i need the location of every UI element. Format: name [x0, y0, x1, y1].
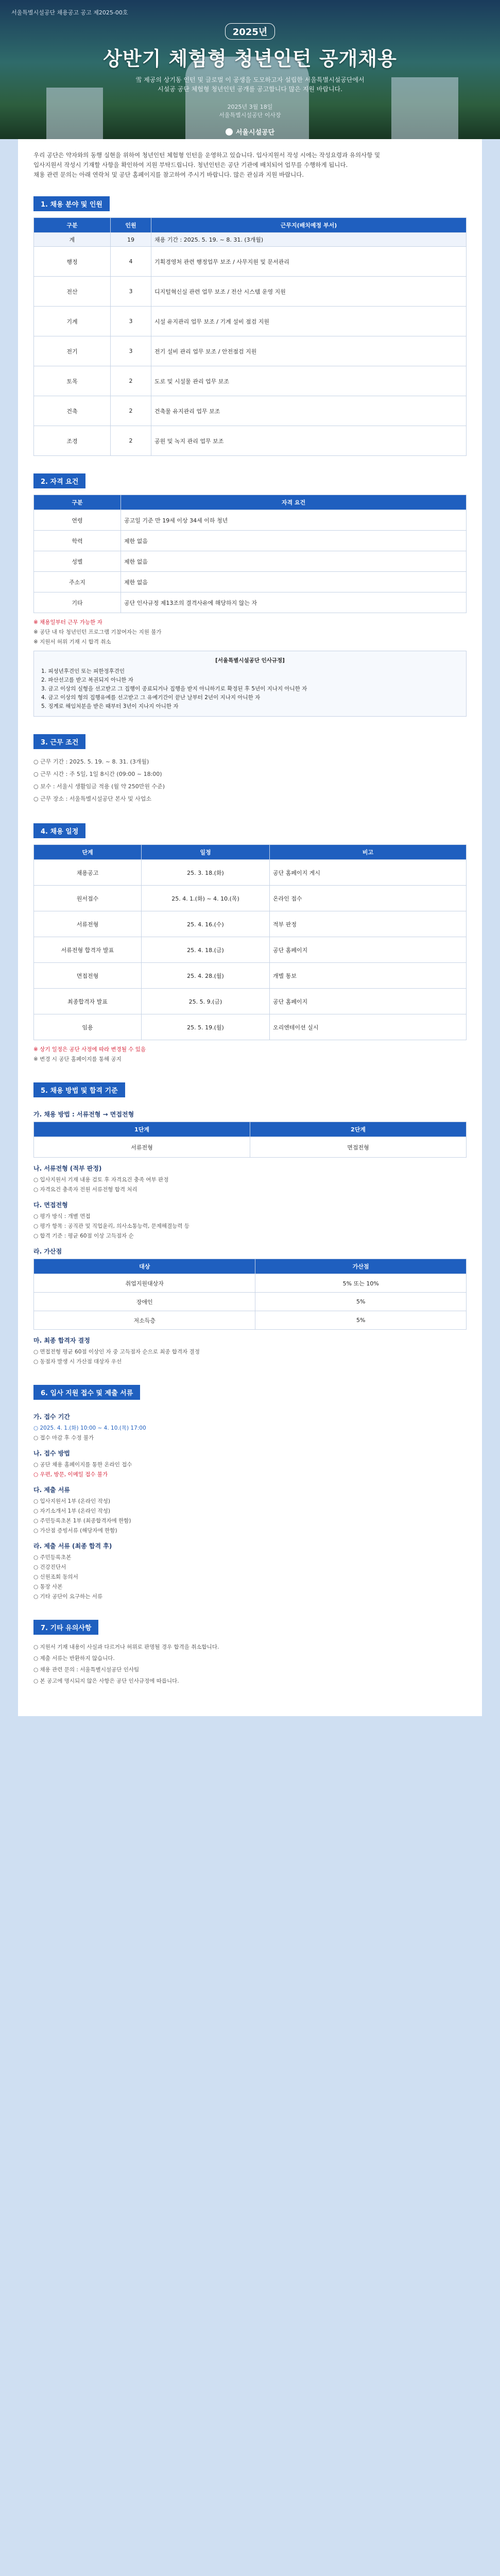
cell: 공단 홈페이지 — [270, 989, 467, 1014]
cell: 공단 인사규정 제13조의 결격사유에 해당하지 않는 자 — [121, 592, 467, 613]
content-card — [18, 139, 482, 1716]
cell: 서류전형 합격자 발표 — [34, 937, 142, 963]
table-row — [34, 1293, 467, 1311]
cell: 원서접수 — [34, 886, 142, 911]
note-line: ○ 합격 기준 : 평균 60점 이상 고득점자 순 — [33, 1233, 134, 1239]
cell: 2 — [111, 366, 151, 396]
cell: 5% — [255, 1311, 467, 1330]
note-line: ○ 주민등록초본 1부 (최종합격자에 한함) — [33, 1518, 131, 1524]
table-row — [34, 277, 467, 307]
note-line: ※ 지원서 허위 기재 시 합격 취소 — [33, 639, 111, 645]
section-title: 6. 입사 지원 접수 및 제출 서류 — [33, 1385, 140, 1400]
note-line: ○ 공단 채용 홈페이지를 통한 온라인 접수 — [33, 1462, 132, 1468]
condition-line: ○ 근무 기간 : 2025. 5. 19. ~ 8. 31. (3개월) — [33, 758, 149, 765]
table-header: 1단계 — [34, 1122, 250, 1137]
section-notices — [18, 1613, 482, 1698]
cell: 임용 — [34, 1014, 142, 1040]
cell: 공원 및 녹지 관리 업무 보조 — [151, 426, 467, 456]
table-header: 일정 — [142, 845, 270, 860]
cell: 4 — [111, 247, 151, 277]
intro-line-2: 시설공 공단 체험형 청년인턴 공개를 공고합니다 많은 지원 바랍니다. — [158, 86, 342, 93]
section-application — [18, 1378, 482, 1613]
section-title: 7. 기타 유의사항 — [33, 1620, 98, 1635]
table-header: 대상 — [34, 1259, 255, 1274]
regulation-line: 2. 파산선고를 받고 복권되지 아니한 자 — [41, 677, 133, 683]
table-row — [34, 531, 467, 551]
table-row — [34, 963, 467, 989]
cell: 서류전형 — [34, 1137, 250, 1158]
cell: 19 — [111, 233, 151, 247]
cell: 25. 4. 1.(화) ~ 4. 10.(목) — [142, 886, 270, 911]
cell: 온라인 접수 — [270, 886, 467, 911]
positions-table — [33, 217, 467, 456]
cell: 전기 — [34, 336, 111, 366]
sub-heading: 다. 제출 서류 — [33, 1486, 70, 1494]
conditions-list — [33, 756, 467, 805]
section-conditions — [18, 727, 482, 816]
table-row — [34, 233, 467, 247]
note-line: ○ 입사지원서 기재 내용 검토 후 자격요건 충족 여부 판정 — [33, 1177, 169, 1183]
greeting-line: 우리 공단은 약자와의 동행 실현을 위하여 청년인턴 체험형 인턴을 운영하고 있습니다. 입사지원서 작성 시에는 작성요령과 유의사항 및 — [33, 151, 381, 159]
note-line: ※ 공단 내 타 청년인턴 프로그램 기참여자는 지원 불가 — [33, 629, 162, 635]
section-title: 1. 채용 분야 및 인원 — [33, 196, 110, 211]
section-selection — [18, 1075, 482, 1378]
footer-spacer — [18, 1698, 482, 1716]
table-row — [34, 247, 467, 277]
table-header: 가산점 — [255, 1259, 467, 1274]
cell: 3 — [111, 277, 151, 307]
regulation-line: 5. 징계로 해임처분을 받은 때부터 3년이 지나지 아니한 자 — [41, 703, 179, 709]
org-logo — [226, 127, 274, 137]
table-header: 비고 — [270, 845, 467, 860]
note-line: ※ 채용일부터 근무 가능한 자 — [33, 619, 102, 625]
note-line: ○ 자격요건 충족자 전원 서류전형 합격 처리 — [33, 1187, 137, 1193]
cell: 계 — [34, 233, 111, 247]
bonus-table — [33, 1259, 467, 1330]
table-row — [34, 1014, 467, 1040]
cell: 25. 4. 16.(수) — [142, 911, 270, 937]
cell: 기계 — [34, 307, 111, 336]
note-line: ○ 2025. 4. 1.(화) 10:00 ~ 4. 10.(목) 17:00 — [33, 1425, 146, 1431]
condition-line: ○ 근무 장소 : 서울특별시설공단 본사 및 사업소 — [33, 795, 152, 802]
regulation-title: [서울특별시설공단 인사규정] — [215, 657, 285, 664]
table-row — [34, 510, 467, 531]
notice-list — [33, 1642, 467, 1686]
documents-notes — [33, 1497, 467, 1535]
section-qualifications — [18, 466, 482, 727]
regulation-line: 1. 피성년후견인 또는 피한정후견인 — [41, 668, 125, 674]
note-line: ○ 평가 방식 : 개별 면접 — [33, 1213, 91, 1219]
cell: 3 — [111, 336, 151, 366]
logo-text: 서울시설공단 — [235, 129, 275, 137]
table-row — [34, 396, 467, 426]
cell: 5% — [255, 1293, 467, 1311]
cell: 토목 — [34, 366, 111, 396]
cell: 행정 — [34, 247, 111, 277]
cell: 면접전형 — [250, 1137, 467, 1158]
section-title: 5. 채용 방법 및 합격 기준 — [33, 1082, 125, 1097]
sub-heading: 나. 접수 방법 — [33, 1450, 70, 1457]
table-row — [34, 989, 467, 1014]
cell: 공단 홈페이지 — [270, 937, 467, 963]
table-row — [34, 1311, 467, 1330]
note-line: ○ 자기소개서 1부 (온라인 작성) — [33, 1508, 110, 1514]
period-notes — [33, 1424, 467, 1443]
sub-heading: 나. 서류전형 (적부 판정) — [33, 1165, 102, 1172]
section-schedule — [18, 816, 482, 1075]
note-line: ○ 채용 관련 문의 : 서울특별시설공단 인사팀 — [33, 1667, 140, 1673]
year-badge: 2025년 — [225, 23, 275, 40]
cell: 전기 설비 관리 업무 보조 / 안전점검 지원 — [151, 336, 467, 366]
table-row — [34, 307, 467, 336]
cell: 개별 통보 — [270, 963, 467, 989]
cell: 25. 5. 19.(월) — [142, 1014, 270, 1040]
cell: 건축물 유지관리 업무 보조 — [151, 396, 467, 426]
table-header: 근무지(배치예정 부서) — [151, 218, 467, 233]
note-line: ※ 변경 시 공단 홈페이지를 통해 공지 — [33, 1056, 122, 1062]
cell: 제한 없음 — [121, 572, 467, 592]
announce-org: 서울특별시설공단 이사장 — [219, 112, 281, 118]
section-title: 2. 자격 요건 — [33, 473, 85, 488]
cell: 25. 4. 18.(금) — [142, 937, 270, 963]
document-review-notes — [33, 1176, 467, 1194]
cell: 3 — [111, 307, 151, 336]
cell: 취업지원대상자 — [34, 1274, 255, 1293]
regulation-line: 3. 금고 이상의 실형을 선고받고 그 집행이 종료되거나 집행을 받지 아니하기로 확정된 후 5년이 지나지 아니한 자 — [41, 686, 307, 692]
stage-table — [33, 1122, 467, 1158]
regulation-line: 4. 금고 이상의 형의 집행유예를 선고받고 그 유예기간이 끝난 날부터 2년이 지나지 아니한 자 — [41, 694, 261, 701]
note-line: ○ 신원조회 동의서 — [33, 1574, 78, 1580]
note-line: ○ 입사지원서 1부 (온라인 작성) — [33, 1498, 110, 1504]
announce-date: 2025년 3월 18일 — [227, 104, 273, 110]
note-line: ○ 제출 서류는 반환하지 않습니다. — [33, 1655, 115, 1662]
logo-mark-icon — [226, 128, 233, 135]
note-line: ○ 동점자 발생 시 가산점 대상자 우선 — [33, 1359, 122, 1365]
cell: 기타 — [34, 592, 121, 613]
page-title: 상반기 체험형 청년인턴 공개채용 — [103, 47, 397, 70]
qualification-table — [33, 495, 467, 613]
cell: 25. 3. 18.(화) — [142, 860, 270, 886]
table-header: 구분 — [34, 495, 121, 510]
announcement-number: 서울특별시설공단 채용공고 공고 제2025-00호 — [11, 9, 128, 16]
cell: 주소지 — [34, 572, 121, 592]
regulation-box — [33, 651, 467, 717]
section-title: 4. 채용 일정 — [33, 823, 85, 838]
schedule-notes — [33, 1045, 467, 1064]
cell: 2 — [111, 396, 151, 426]
cell: 시설 유지관리 업무 보조 / 기계 설비 점검 지원 — [151, 307, 467, 336]
table-row — [34, 366, 467, 396]
cell: 조경 — [34, 426, 111, 456]
table-row — [34, 572, 467, 592]
note-line: ○ 본 공고에 명시되지 않은 사항은 공단 인사규정에 따릅니다. — [33, 1678, 179, 1684]
table-header: 구분 — [34, 218, 111, 233]
table-row — [34, 551, 467, 572]
cell: 25. 4. 28.(월) — [142, 963, 270, 989]
table-row — [34, 886, 467, 911]
table-header: 인원 — [111, 218, 151, 233]
note-line: ○ 접수 마감 후 수정 불가 — [33, 1435, 94, 1441]
note-line: ○ 주민등록초본 — [33, 1554, 72, 1561]
sub-heading: 가. 채용 방법 : 서류전형 → 면접전형 — [33, 1111, 134, 1118]
cell: 적부 판정 — [270, 911, 467, 937]
cell: 최종합격자 발표 — [34, 989, 142, 1014]
cell: 제한 없음 — [121, 551, 467, 572]
table-row — [34, 1274, 467, 1293]
sub-heading: 가. 접수 기간 — [33, 1413, 70, 1420]
sub-heading: 마. 최종 합격자 결정 — [33, 1337, 90, 1344]
section-positions — [18, 189, 482, 466]
cell: 성별 — [34, 551, 121, 572]
cell: 공단 홈페이지 게시 — [270, 860, 467, 886]
cell: 장애인 — [34, 1293, 255, 1311]
table-header: 단계 — [34, 845, 142, 860]
cell: 기획경영처 관련 행정업무 보조 / 사무지원 및 문서관리 — [151, 247, 467, 277]
cell: 오리엔테이션 실시 — [270, 1014, 467, 1040]
table-row — [34, 1137, 467, 1158]
table-row — [34, 937, 467, 963]
note-line: ○ 우편, 방문, 이메일 접수 불가 — [33, 1471, 108, 1478]
sub-heading: 라. 제출 서류 (최종 합격 후) — [33, 1543, 112, 1550]
cell: 건축 — [34, 396, 111, 426]
post-hire-documents — [33, 1553, 467, 1601]
cell: 공고일 기준 만 19세 이상 34세 이하 청년 — [121, 510, 467, 531]
cell: 제한 없음 — [121, 531, 467, 551]
cell: 저소득층 — [34, 1311, 255, 1330]
note-line: ○ 가산점 증빙서류 (해당자에 한함) — [33, 1528, 117, 1534]
table-header: 자격 요건 — [121, 495, 467, 510]
sub-heading: 라. 가산점 — [33, 1248, 62, 1255]
note-line: ○ 건강진단서 — [33, 1564, 66, 1570]
cell: 도로 및 시설물 관리 업무 보조 — [151, 366, 467, 396]
greeting — [18, 139, 482, 189]
note-line: ○ 면접전형 평균 60점 이상인 자 중 고득점자 순으로 최종 합격자 결정 — [33, 1349, 200, 1355]
condition-line: ○ 보수 : 서울시 생활임금 적용 (월 약 250만원 수준) — [33, 783, 165, 790]
cell: 디지털혁신실 관련 업무 보조 / 전산 시스템 운영 지원 — [151, 277, 467, 307]
cell: 전산 — [34, 277, 111, 307]
hero-banner — [0, 0, 500, 139]
cell: 연령 — [34, 510, 121, 531]
qualification-notes — [33, 618, 467, 647]
cell: 5% 또는 10% — [255, 1274, 467, 1293]
section-title: 3. 근무 조건 — [33, 734, 85, 749]
note-line: ○ 지원서 기재 내용이 사실과 다르거나 허위로 판명될 경우 합격을 취소합니다. — [33, 1644, 219, 1650]
note-line: ○ 통장 사본 — [33, 1584, 63, 1590]
cell: 채용 기간 : 2025. 5. 19. ~ 8. 31. (3개월) — [151, 233, 467, 247]
greeting-line: 채용 관련 문의는 아래 연락처 및 공단 홈페이지를 참고하여 주시기 바랍니다. 많은 관심과 지원 바랍니다. — [33, 171, 304, 178]
table-row — [34, 911, 467, 937]
table-row — [34, 336, 467, 366]
cell: 서류전형 — [34, 911, 142, 937]
note-line: ※ 상기 일정은 공단 사정에 따라 변경될 수 있음 — [33, 1046, 146, 1053]
cell: 학력 — [34, 531, 121, 551]
final-selection-notes — [33, 1348, 467, 1366]
cell: 채용공고 — [34, 860, 142, 886]
schedule-table — [33, 844, 467, 1040]
note-line: ○ 평가 항목 : 공직관 및 직업윤리, 의사소통능력, 문제해결능력 등 — [33, 1223, 189, 1229]
intro-line-1: 雪 제공의 상기동 인턴 및 글로벌 이 공생을 도모하고자 설립한 서울특별시설공단에서 — [135, 76, 365, 83]
cell: 2 — [111, 426, 151, 456]
table-row — [34, 860, 467, 886]
condition-line: ○ 근무 시간 : 주 5일, 1일 8시간 (09:00 ~ 18:00) — [33, 771, 162, 777]
interview-notes — [33, 1212, 467, 1241]
method-notes — [33, 1461, 467, 1479]
note-line: ○ 기타 공단이 요구하는 서류 — [33, 1594, 103, 1600]
table-header: 2단계 — [250, 1122, 467, 1137]
greeting-line: 입사지원서 작성시 기재할 사항을 확인하여 지원 부탁드립니다. 청년인턴은 공단 기관에 배치되어 업무를 수행하게 됩니다. — [33, 161, 348, 168]
cell: 면접전형 — [34, 963, 142, 989]
cell: 25. 5. 9.(금) — [142, 989, 270, 1014]
sub-heading: 다. 면접전형 — [33, 1201, 68, 1209]
table-row — [34, 426, 467, 456]
table-row — [34, 592, 467, 613]
